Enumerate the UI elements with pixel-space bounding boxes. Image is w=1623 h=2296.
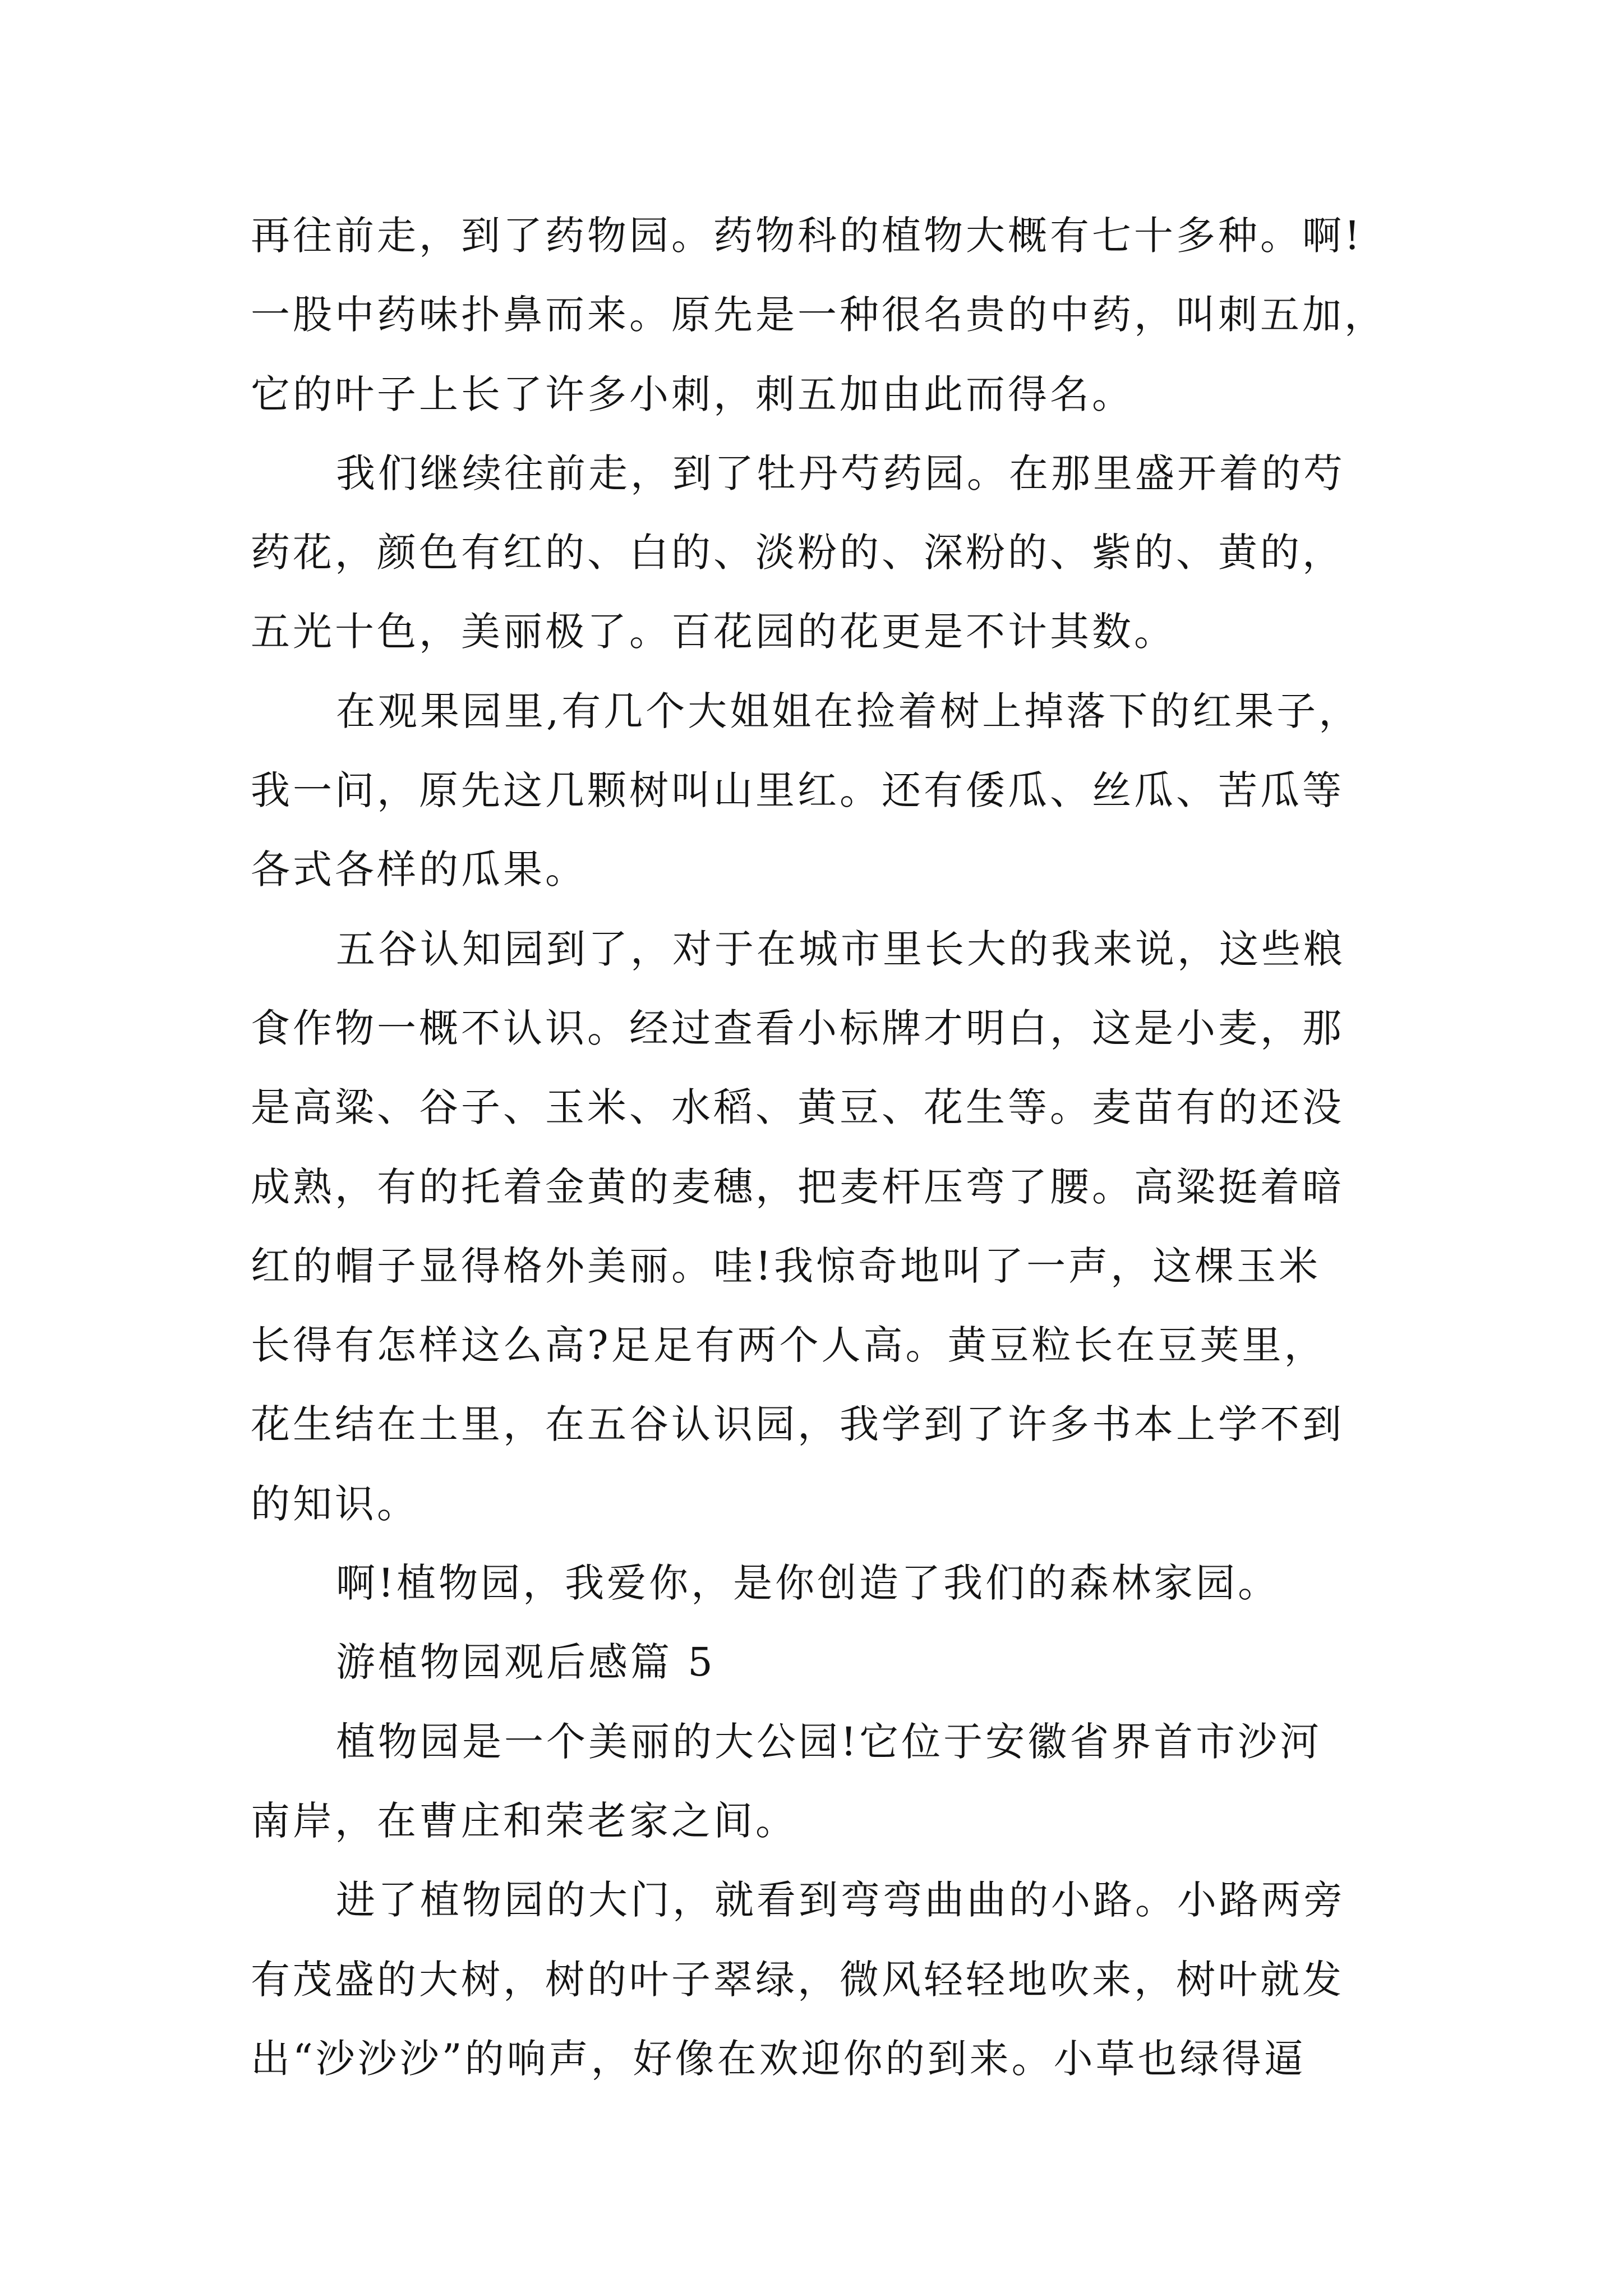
text-line: 出“沙沙沙”的响声，好像在欢迎你的到来。小草也绿得逼 [251,2035,1306,2082]
text-line: 五谷认知园到了，对于在城市里长大的我来说，这些粮 [336,926,1345,972]
text-line: 我一问，原先这几颗树叫山里红。还有倭瓜、丝瓜、苦瓜等 [251,767,1344,814]
text-line: 长得有怎样这么高?足足有两个人高。黄豆粒长在豆荚里， [251,1322,1326,1369]
text-line: 进了植物园的大门，就看到弯弯曲曲的小路。小路两旁 [336,1877,1345,1924]
text-line: 我们继续往前走，到了牡丹芍药园。在那里盛开着的芍 [336,450,1345,496]
text-line: 再往前走，到了药物园。药物科的植物大概有七十多种。啊! [251,213,1363,259]
text-line: 五光十色，美丽极了。百花园的花更是不计其数。 [251,609,1176,655]
paragraph [251,1703,1406,1861]
paragraph [251,910,1406,1544]
text-line: 有茂盛的大树，树的叶子翠绿，微风轻轻地吹来，树叶就发 [251,1956,1344,2003]
text-line: 它的叶子上长了许多小刺，刺五加由此而得名。 [251,371,1134,417]
text-line: 各式各样的瓜果。 [251,846,587,893]
text-line: 食作物一概不认识。经过查看小标牌才明白，这是小麦，那 [251,1005,1344,1051]
paragraph [251,1861,1406,2099]
text-line: 是高粱、谷子、玉米、水稻、黄豆、花生等。麦苗有的还没 [251,1084,1344,1131]
text-line: 在观果园里,有几个大姐姐在捡着树上掉落下的红果子， [336,688,1361,734]
text-line: 药花，颜色有红的、白的、淡粉的、深粉的、紫的、黄的， [251,530,1344,576]
paragraph [251,1544,1406,1623]
text-line: 植物园是一个美丽的大公园!它位于安徽省界首市沙河 [336,1718,1322,1765]
body-text [251,196,1406,2099]
paragraph [251,672,1406,910]
text-line: 成熟，有的托着金黄的麦穗，把麦杆压弯了腰。高粱挺着暗 [251,1163,1344,1210]
text-line: 红的帽子显得格外美丽。哇!我惊奇地叫了一声，这棵玉米 [251,1243,1321,1289]
text-line: 南岸，在曹庄和荣老家之间。 [251,1797,797,1844]
section-title: 游植物园观后感篇 5 [336,1639,716,1686]
paragraph [251,434,1406,672]
text-line: 花生结在土里，在五谷认识园，我学到了许多书本上学不到 [251,1401,1344,1448]
text-line: 啊!植物园，我爱你，是你创造了我们的森林家园。 [336,1560,1280,1607]
text-line: 的知识。 [251,1480,419,1527]
paragraph [251,196,1406,434]
text-line: 一股中药味扑鼻而来。原先是一种很名贵的中药，叫刺五加， [251,292,1386,338]
